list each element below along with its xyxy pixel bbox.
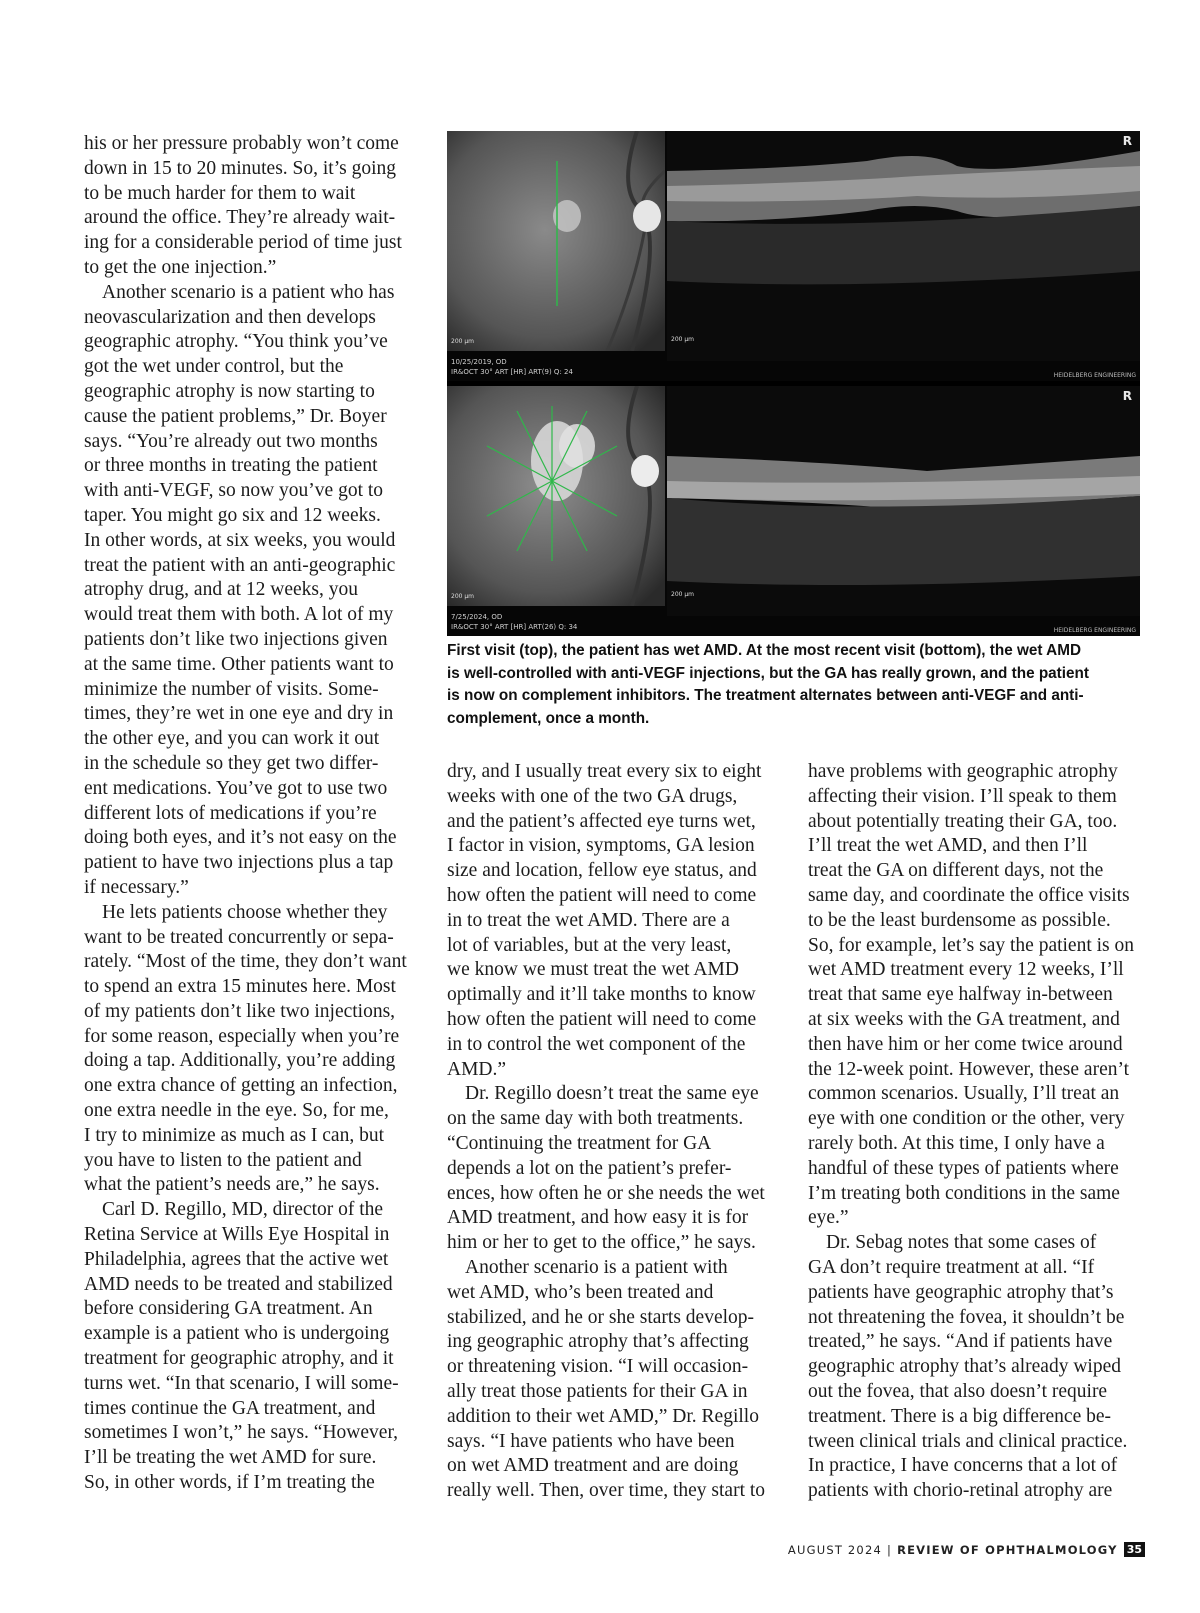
- text-line: example is a patient who is undergoing: [84, 1323, 390, 1345]
- text-line: AMD.”: [447, 1058, 507, 1080]
- text-line: Retina Service at Wills Eye Hospital in: [84, 1224, 390, 1246]
- fundus-image-recent-visit: [447, 386, 665, 606]
- oct-figure: [447, 131, 1140, 636]
- text-line: treatment for geographic atrophy, and it: [84, 1348, 394, 1370]
- text-line: we know we must treat the wet AMD: [447, 959, 739, 981]
- page-footer: [788, 1542, 1145, 1557]
- text-line: down in 15 to 20 minutes. So, it’s going: [84, 157, 397, 179]
- eye-marker: R: [1122, 389, 1132, 403]
- issue-date: AUGUST 2024: [787, 1542, 882, 1557]
- text-line: Carl D. Regillo, MD, director of the: [102, 1199, 384, 1221]
- text-line: ing for a considerable period of time just: [84, 232, 402, 254]
- text-line: lot of variables, but at the very least,: [447, 934, 732, 956]
- scale-label: 200 µm: [671, 591, 695, 598]
- text-line: really well. Then, over time, they start to: [447, 1480, 766, 1502]
- text-line: rately. “Most of the time, they don’t want: [84, 951, 407, 973]
- text-line: I try to minimize as much as I can, but: [84, 1124, 385, 1146]
- text-line: ences, how often he or she needs the wet: [447, 1182, 765, 1204]
- text-line: for some reason, especially when you’re: [84, 1025, 400, 1047]
- text-line: to be much harder for them to wait: [84, 182, 356, 204]
- text-line: handful of these types of patients where: [808, 1157, 1119, 1179]
- text-line: rarely both. At this time, I only have a: [808, 1132, 1105, 1154]
- scan-parameters: IR&OCT 30° ART [HR] ART(26) Q: 34: [451, 623, 578, 631]
- text-line: doing both eyes, and it’s not easy on the: [84, 827, 397, 849]
- text-line: atrophy drug, and at 12 weeks, you: [84, 579, 359, 601]
- text-line: “Continuing the treatment for GA: [447, 1132, 712, 1154]
- text-line: optimally and it’ll take months to know: [447, 984, 756, 1006]
- text-line: taper. You might go six and 12 weeks.: [84, 504, 381, 526]
- text-line: Another scenario is a patient who has: [102, 281, 395, 303]
- article-column-1: [84, 132, 419, 1496]
- fundus-image-first-visit: [447, 131, 665, 351]
- text-line: one extra chance of getting an infection,: [84, 1075, 398, 1097]
- text-line: if necessary.”: [84, 876, 189, 898]
- figure-panel-first-visit: [447, 131, 1140, 381]
- text-line: Philadelphia, agrees that the active wet: [84, 1248, 389, 1270]
- scan-parameters: IR&OCT 30° ART [HR] ART(9) Q: 24: [451, 368, 573, 376]
- text-line: So, for example, let’s say the patient is on: [808, 934, 1135, 956]
- figure-panel-recent-visit: [447, 386, 1140, 636]
- text-line: turns wet. “In that scenario, I will some-: [84, 1372, 399, 1394]
- text-line: same day, and coordinate the office visits: [808, 884, 1130, 906]
- text-line: on wet AMD treatment and are doing: [447, 1455, 739, 1477]
- text-line: to be the least burdensome as possible.: [808, 909, 1111, 931]
- text-line: in to treat the wet AMD. There are a: [447, 909, 730, 931]
- text-line: AMD treatment, and how easy it is for: [447, 1207, 749, 1229]
- text-line: In other words, at six weeks, you would: [84, 529, 396, 551]
- text-line: out the fovea, that also doesn’t require: [808, 1380, 1108, 1402]
- scan-date: 10/25/2019, OD: [451, 358, 507, 366]
- text-line: at six weeks with the GA treatment, and: [808, 1008, 1120, 1030]
- text-line: of my patients don’t like two injections,: [84, 1000, 396, 1022]
- scale-label: 200 µm: [671, 336, 695, 343]
- text-line: treat the GA on different days, not the: [808, 860, 1104, 882]
- magazine-title: REVIEW OF OPHTHALMOLOGY: [897, 1542, 1118, 1557]
- text-line: the other eye, and you can work it out: [84, 728, 380, 750]
- text-line: patients with chorio-retinal atrophy are: [808, 1480, 1113, 1502]
- article-column-3: [808, 760, 1138, 1504]
- scale-label: 200 µm: [451, 338, 475, 345]
- text-line: wet AMD, who’s been treated and: [447, 1281, 714, 1303]
- caption-line: complement, once a month.: [447, 709, 650, 727]
- text-line: stabilized, and he or she starts develop-: [447, 1306, 755, 1328]
- oct-scan-recent-visit: [667, 386, 1140, 616]
- text-line: patients have geographic atrophy that’s: [808, 1281, 1114, 1303]
- text-line: I factor in vision, symptoms, GA lesion: [447, 835, 755, 857]
- text-line: says. “I have patients who have been: [447, 1430, 735, 1452]
- caption-line: First visit (top), the patient has wet AMD. At the most recent visit (bottom), the wet AMD: [447, 642, 1081, 659]
- text-line: patients don’t like two injections given: [84, 628, 388, 650]
- text-line: at the same time. Other patients want to: [84, 653, 394, 675]
- text-line: patient to have two injections plus a tap: [84, 852, 394, 874]
- text-line: ing geographic atrophy that’s affecting: [447, 1331, 749, 1353]
- text-line: minimize the number of visits. Some-: [84, 678, 379, 700]
- text-line: depends a lot on the patient’s prefer-: [447, 1157, 732, 1179]
- text-line: in the schedule so they get two differ-: [84, 752, 379, 774]
- text-line: around the office. They’re already wait-: [84, 207, 396, 229]
- text-line: or three months in treating the patient: [84, 455, 378, 477]
- text-line: ally treat those patients for their GA in: [447, 1380, 748, 1402]
- text-line: dry, and I usually treat every six to eight: [447, 761, 762, 782]
- text-line: eye with one condition or the other, very: [808, 1108, 1125, 1130]
- text-line: common scenarios. Usually, I’ll treat an: [808, 1083, 1120, 1105]
- text-line: want to be treated concurrently or sepa-: [84, 926, 394, 948]
- caption-line: is well-controlled with anti-VEGF injections, but the GA has really grown, and the patient: [447, 664, 1089, 682]
- figure-caption: [447, 640, 1147, 730]
- text-line: So, in other words, if I’m treating the: [84, 1472, 375, 1494]
- text-line: before considering GA treatment. An: [84, 1298, 373, 1320]
- text-line: would treat them with both. A lot of my: [84, 604, 394, 626]
- text-line: times continue the GA treatment, and: [84, 1397, 376, 1419]
- text-line: and the patient’s affected eye turns wet,: [447, 810, 756, 832]
- text-line: I’ll be treating the wet AMD for sure.: [84, 1447, 377, 1469]
- text-line: to get the one injection.”: [84, 256, 277, 278]
- text-line: how often the patient will need to come: [447, 1008, 757, 1030]
- text-line: to spend an extra 15 minutes here. Most: [84, 976, 396, 998]
- text-line: not threatening the fovea, it shouldn’t be: [808, 1306, 1125, 1328]
- device-brand: HEIDELBERG ENGINEERING: [1053, 627, 1136, 634]
- device-brand: HEIDELBERG ENGINEERING: [1053, 372, 1136, 379]
- footer-separator: |: [886, 1542, 893, 1557]
- text-line: in to control the wet component of the: [447, 1033, 746, 1055]
- scan-date: 7/25/2024, OD: [451, 613, 503, 621]
- text-line: on the same day with both treatments.: [447, 1108, 744, 1130]
- text-line: about potentially treating their GA, too.: [808, 810, 1118, 832]
- text-line: cause the patient problems,” Dr. Boyer: [84, 405, 387, 427]
- text-line: Dr. Sebag notes that some cases of: [826, 1232, 1097, 1254]
- text-line: says. “You’re already out two months: [84, 430, 378, 452]
- text-line: size and location, fellow eye status, and: [447, 860, 757, 882]
- text-line: I’m treating both conditions in the same: [808, 1182, 1120, 1204]
- text-line: GA don’t require treatment at all. “If: [808, 1256, 1095, 1278]
- text-line: AMD needs to be treated and stabilized: [84, 1273, 393, 1295]
- text-line: addition to their wet AMD,” Dr. Regillo: [447, 1405, 759, 1427]
- text-line: wet AMD treatment every 12 weeks, I’ll: [808, 959, 1124, 981]
- text-line: him or her to get to the office,” he says.: [447, 1232, 756, 1254]
- text-line: treat that same eye halfway in-between: [808, 984, 1113, 1006]
- text-line: you have to listen to the patient and: [84, 1149, 362, 1171]
- text-line: different lots of medications if you’re: [84, 802, 377, 824]
- text-line: with anti-VEGF, so now you’ve got to: [84, 480, 384, 502]
- text-line: times, they’re wet in one eye and dry in: [84, 703, 394, 725]
- text-line: how often the patient will need to come: [447, 884, 757, 906]
- text-line: In practice, I have concerns that a lot of: [808, 1455, 1118, 1477]
- caption-line: is now on complement inhibitors. The treatment alternates between anti-VEGF and anti-: [447, 687, 1084, 705]
- eye-marker: R: [1122, 134, 1132, 148]
- text-line: then have him or her come twice around: [808, 1033, 1123, 1055]
- text-line: neovascularization and then develops: [84, 306, 376, 328]
- oct-scan-first-visit: [667, 131, 1140, 361]
- text-line: geographic atrophy. “You think you’ve: [84, 331, 388, 353]
- text-line: Another scenario is a patient with: [465, 1256, 728, 1278]
- text-line: treat the patient with an anti-geographic: [84, 554, 396, 576]
- page-number: 35: [1124, 1542, 1145, 1557]
- text-line: or threatening vision. “I will occasion-: [447, 1356, 749, 1378]
- scale-label: 200 µm: [451, 593, 475, 600]
- text-line: his or her pressure probably won’t come: [84, 133, 399, 154]
- text-line: geographic atrophy is now starting to: [84, 380, 375, 402]
- text-line: I’ll treat the wet AMD, and then I’ll: [808, 835, 1088, 857]
- text-line: Dr. Regillo doesn’t treat the same eye: [465, 1083, 759, 1105]
- text-line: weeks with one of the two GA drugs,: [447, 785, 738, 807]
- text-line: one extra needle in the eye. So, for me,: [84, 1100, 389, 1122]
- article-column-2: [447, 760, 777, 1504]
- text-line: treated,” he says. “And if patients have: [808, 1331, 1113, 1353]
- text-line: got the wet under control, but the: [84, 356, 344, 378]
- text-line: tween clinical trials and clinical practice.: [808, 1430, 1128, 1452]
- text-line: ent medications. You’ve got to use two: [84, 777, 388, 799]
- text-line: treatment. There is a big difference be-: [808, 1405, 1112, 1427]
- text-line: geographic atrophy that’s already wiped: [808, 1356, 1121, 1378]
- text-line: He lets patients choose whether they: [102, 901, 388, 923]
- text-line: affecting their vision. I’ll speak to them: [808, 785, 1117, 807]
- text-line: what the patient’s needs are,” he says.: [84, 1174, 380, 1196]
- text-line: the 12-week point. However, these aren’t: [808, 1058, 1130, 1080]
- text-line: sometimes I won’t,” he says. “However,: [84, 1422, 399, 1444]
- text-line: eye.”: [808, 1207, 849, 1229]
- text-line: have problems with geographic atrophy: [808, 761, 1118, 782]
- text-line: doing a tap. Additionally, you’re adding: [84, 1050, 396, 1072]
